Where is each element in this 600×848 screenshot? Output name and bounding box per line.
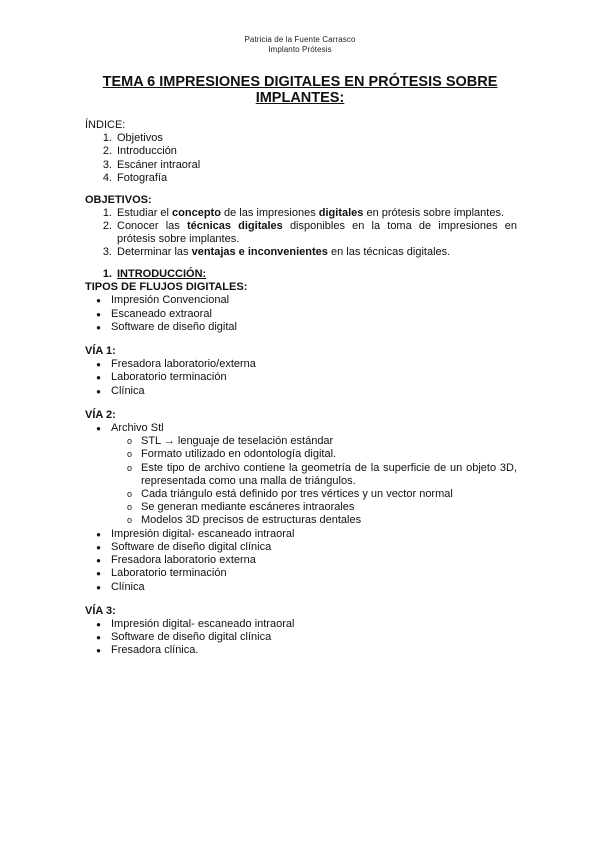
index-section	[85, 119, 517, 185]
index-item: 2. Introducción	[102, 145, 177, 158]
objective-item: 3. Determinar las ventajas e inconvenientes en las técnicas digitales.	[102, 246, 451, 259]
sub-list-item: o Formato utilizado en odontología digital.	[126, 448, 337, 461]
sub-list-item: o Modelos 3D precisos de estructuras dentales	[126, 514, 362, 527]
via3-section	[85, 605, 517, 658]
header-author: Patricia de la Fuente Carrasco	[244, 35, 356, 44]
index-heading: ÍNDICE:	[85, 119, 126, 131]
introduction-heading: 1. INTRODUCCIÓN:	[102, 268, 207, 281]
list-item: ● Impresión Convencional	[96, 294, 230, 307]
header-subject: Implanto Prótesis	[268, 45, 332, 54]
list-item: ● Software de diseño digital	[96, 320, 237, 333]
list-item: ● Fresadora laboratorio externa	[96, 554, 256, 567]
list-item: ● Archivo Stl	[96, 422, 164, 435]
list-item: ● Impresión digital- escaneado intraoral	[96, 527, 295, 540]
document-body	[85, 119, 517, 658]
objectives-heading: OBJETIVOS:	[85, 193, 152, 206]
index-item: 3. Escáner intraoral	[102, 158, 201, 171]
list-item: ● Software de diseño digital clínica	[96, 631, 272, 644]
sub-list-item: o Este tipo de archivo contiene la geometría de la superficie de un objeto 3D, representada como una malla de triángulos.	[126, 461, 517, 487]
via1-heading: VÍA 1:	[85, 345, 116, 358]
list-item: ● Fresadora clínica.	[96, 644, 199, 657]
list-item: ● Clínica	[96, 580, 145, 593]
title-line-2: IMPLANTES:	[255, 90, 345, 106]
sub-list-item: o STL → lenguaje de teselación estándar	[126, 435, 334, 448]
via1-section	[85, 345, 517, 398]
introduction-section	[85, 268, 517, 334]
index-item: 4. Fotografía	[102, 171, 168, 184]
list-item: ● Laboratorio terminación	[96, 567, 227, 580]
title-line-1: TEMA 6 IMPRESIONES DIGITALES EN PRÓTESIS SOBRE	[102, 74, 498, 90]
via2-section	[85, 409, 517, 594]
list-item: ● Software de diseño digital clínica	[96, 540, 272, 553]
page-title	[90, 74, 510, 106]
sub-list-item: o Cada triángulo está definido por tres vértices y un vector normal	[126, 488, 453, 501]
objectives-section	[85, 194, 517, 260]
list-item: ● Impresión digital- escaneado intraoral	[96, 617, 295, 630]
via2-heading: VÍA 2:	[85, 408, 116, 421]
flow-types-heading: TIPOS DE FLUJOS DIGITALES:	[85, 281, 248, 294]
list-item: ● Escaneado extraoral	[96, 307, 212, 320]
list-item: ● Fresadora laboratorio/externa	[96, 358, 256, 371]
list-item: ● Laboratorio terminación	[96, 371, 227, 384]
index-item: 1. Objetivos	[102, 132, 163, 145]
sub-list-item: o Se generan mediante escáneres intraorales	[126, 501, 355, 514]
objective-item: 1. Estudiar el concepto de las impresiones digitales en prótesis sobre implantes.	[102, 206, 505, 219]
objective-item: 2. Conocer las técnicas digitales disponibles en la toma de impresiones en prótesis sobre implantes.	[102, 219, 517, 246]
via3-heading: VÍA 3:	[85, 604, 116, 617]
list-item: ● Clínica	[96, 384, 145, 397]
